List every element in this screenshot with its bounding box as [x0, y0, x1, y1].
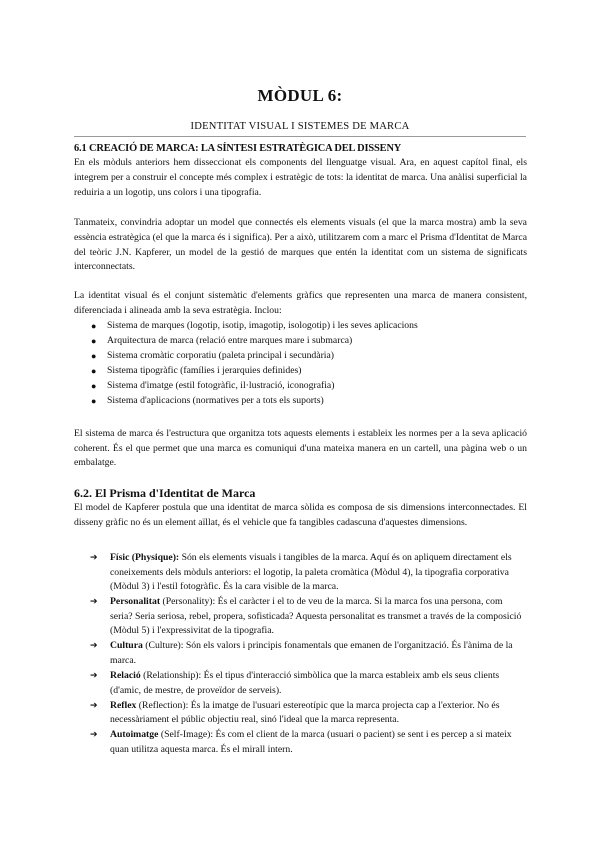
bullet-icon: ● — [91, 395, 97, 406]
list-item: ➔ Cultura (Culture): Són els valors i principis fonamentals que emanen de l'organització. És l'ànima de la marca. — [90, 640, 513, 667]
prism-dimensions-list — [74, 551, 527, 757]
paragraph-brand-system: El sistema de marca és l'estructura que organitza tots aquests elements i estableix les normes per a la seva aplicació coherent. És el que permet que una marca es comuniqui d'una mateixa manera en un cartell, una pàgina web o un embalatge. — [74, 427, 527, 469]
bullet-icon: ● — [91, 350, 97, 361]
list-item: ➔ Físic (Physique): Són els elements visuals i tangibles de la marca. Aquí és on apliquem directament els coneixements dels mòduls anteriors: el logotip, la paleta cromàtica (Mòdul 4), la tipografia corporativa (Mòdul 3) i l'estil fotogràfic. És la cara visible de la marca. — [90, 552, 512, 593]
list-item: ● Arquitectura de marca (relació entre marques mare i submarca) — [91, 334, 527, 349]
bullet-icon: ● — [91, 380, 97, 391]
bullet-icon: ● — [91, 365, 97, 376]
list-item: ➔ Reflex (Reflection): És la imatge de l'usuari estereotípic que la marca projecta cap a l'exterior. No és necessàriament el públic objectiu real, sinó l'ideal que la marca representa. — [90, 699, 500, 726]
document-body — [74, 142, 527, 758]
list-item: ● Sistema d'imatge (estil fotogràfic, il·lustració, iconografia) — [91, 379, 527, 394]
arrow-icon: ➔ — [90, 730, 98, 741]
paragraph-prism-intro: El model de Kapferer postula que una identitat de marca sòlida es composa de sis dimensions interconnectades. El disseny gràfic no és un element aïllat, és el vehicle que fa tangibles cadascuna d'aquestes dimensions. — [74, 502, 527, 529]
list-item: ● Sistema cromàtic corporatiu (paleta principal i secundària) — [91, 349, 527, 364]
list-item: ● Sistema de marques (logotip, isotip, imagotip, isologotip) i les seves aplicacions — [91, 319, 527, 334]
list-item: ➔ Personalitat (Personality): És el caràcter i el to de veu de la marca. Si la marca fos una persona, com seria? Seria seriosa, rebel, propera, sofisticada? Aquesta personalitat es transmet a través de la composició (Mòdul 5) i l'expressivitat de la tipografia. — [90, 596, 522, 637]
identity-components-list — [74, 319, 527, 408]
arrow-icon: ➔ — [90, 597, 98, 608]
bullet-icon: ● — [91, 321, 97, 332]
list-item: ➔ Relació (Relationship): És el tipus d'interacció simbòlica que la marca estableix amb els seus clients (d'amic, de mestre, de proveïdor de serveis). — [90, 670, 500, 696]
bullet-icon: ● — [91, 336, 97, 347]
arrow-icon: ➔ — [90, 671, 98, 682]
paragraph-kapferer: Tanmateix, convindria adoptar un model que connectés els elements visuals (el que la marca mostra) amb la seva essència estratègica (el que la marca és i significa). Per a això, utilitzarem com a marc el Prisma d'Identitat de Marca del teòric J.N. Kapferer, un model de la gestió de marques que entén la identitat com un sistema de significats interconnectats. — [74, 216, 527, 273]
module-subtitle: IDENTITAT VISUAL I SISTEMES DE MARCA — [190, 121, 410, 132]
arrow-icon: ➔ — [90, 641, 98, 652]
paragraph-intro: En els mòduls anteriors hem disseccionat els components del llenguatge visual. Ara, en aquest capítol final, els integrem per a construir el concepte més complex i estratègic de tots: la identitat de marca. Una anàlisi superficial la reduiria a un logotip, uns colors i una tipografia. — [74, 157, 527, 198]
arrow-icon: ➔ — [90, 553, 98, 564]
section-heading-6-1: 6.1 CREACIÓ DE MARCA: LA SÍNTESI ESTRATÈGICA DEL DISSENY — [74, 143, 402, 154]
arrow-icon: ➔ — [90, 700, 98, 711]
list-item: ● Sistema d'aplicacions (normatives per a tots els suports) — [91, 394, 527, 409]
paragraph-visual-identity: La identitat visual és el conjunt sistemàtic d'elements gràfics que representen una marca de manera consistent, diferenciada i alineada amb la seva estratègia. Inclou: — [74, 290, 527, 317]
list-item: ● Sistema tipogràfic (famílies i jerarquies definides) — [91, 364, 527, 379]
module-title: MÒDUL 6: — [257, 86, 343, 105]
list-item: ➔ Autoimatge (Self-Image): És com el client de la marca (usuari o pacient) se sent i es percep a si mateix quan utilitza aquesta marca. És el mirall intern. — [90, 729, 512, 755]
section-heading-6-2: 6.2. El Prisma d'Identitat de Marca — [74, 486, 256, 501]
title-divider — [74, 136, 526, 137]
